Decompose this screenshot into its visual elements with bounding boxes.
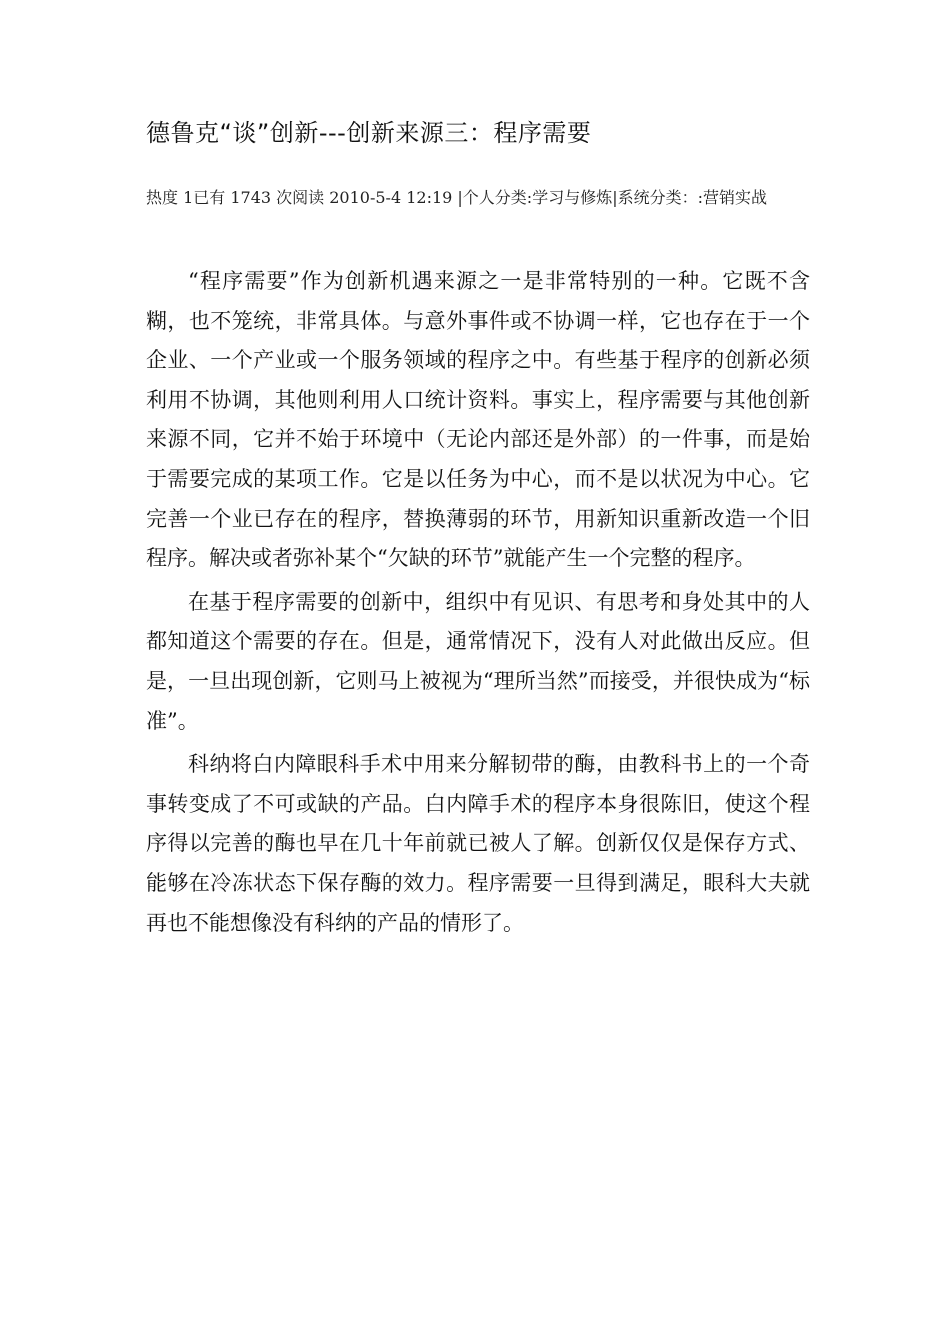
paragraph-2: 在基于程序需要的创新中，组织中有见识、有思考和身处其中的人都知道这个需要的存在。但是，通常情况下，没有人对此做出反应。但是，一旦出现创新，它则马上被视为“理所当然”而接受，并很快成为“标准”。 xyxy=(146,589,810,733)
article-body xyxy=(146,262,810,947)
paragraph-1: “程序需要”作为创新机遇来源之一是非常特别的一种。它既不含糊，也不笼统，非常具体。与意外事件或不协调一样，它也存在于一个企业、一个产业或一个服务领域的程序之中。有些基于程序的创新必须利用不协调，其他则利用人口统计资料。事实上，程序需要与其他创新来源不同，它并不始于环境中（无论内部还是外部）的一件事，而是始于需要完成的某项工作。它是以任务为中心，而不是以状况为中心。它完善一个业已存在的程序，替换薄弱的环节，用新知识重新改造一个旧程序。解决或者弥补某个“欠缺的环节”就能产生一个完整的程序。 xyxy=(146,269,810,571)
post-meta-info: 热度 1已有 1743 次阅读 2010-5-4 12:19 |个人分类:学习与修炼|系统分类：:营销实战 xyxy=(146,188,767,207)
document-title: 德鲁克“谈”创新---创新来源三：程序需要 xyxy=(146,119,592,147)
paragraph-3: 科纳将白内障眼科手术中用来分解韧带的酶，由教科书上的一个奇事转变成了不可或缺的产品。白内障手术的程序本身很陈旧，使这个程序得以完善的酶也早在几十年前就已被人了解。创新仅仅是保存方式、能够在冷冻状态下保存酶的效力。程序需要一旦得到满足，眼科大夫就再也不能想像没有科纳的产品的情形了。 xyxy=(146,752,810,935)
